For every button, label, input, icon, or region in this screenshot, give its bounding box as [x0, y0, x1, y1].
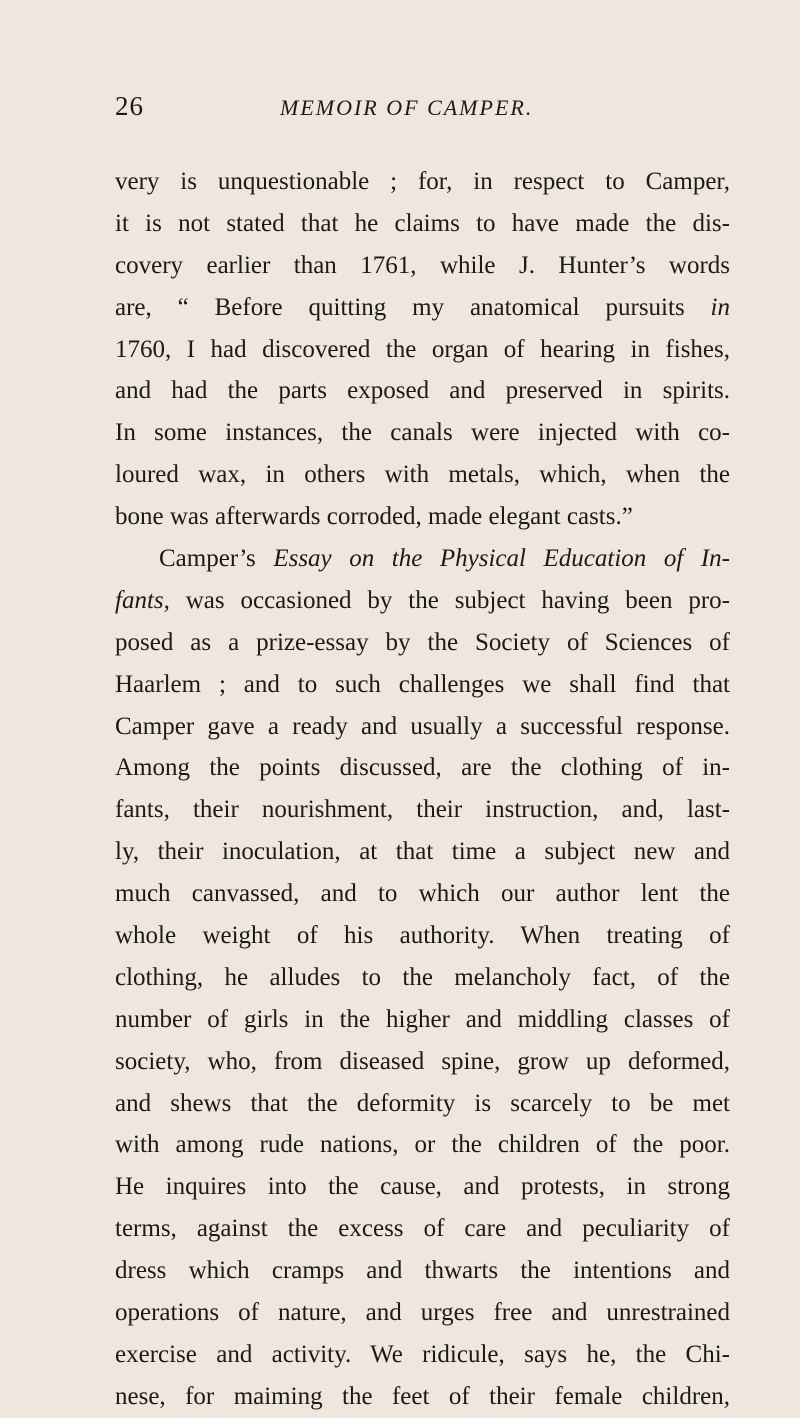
text-line: He inquires into the cause, and protests, in strong	[115, 1173, 730, 1201]
text-line: Among the points discussed, are the clothing of in-	[115, 754, 730, 782]
text-line: and had the parts exposed and preserved in spirits.	[115, 377, 730, 405]
text-line: with among rude nations, or the children of the poor.	[115, 1131, 730, 1159]
text-line: loured wax, in others with metals, which, when the	[115, 461, 730, 489]
text-line: In some instances, the canals were injected with co-	[115, 419, 730, 447]
text-line: bone was afterwards corroded, made elegant casts.”	[115, 503, 633, 531]
text-line: it is not stated that he claims to have made the dis-	[115, 209, 730, 237]
text-line: fants, their nourishment, their instruction, and, last-	[115, 796, 730, 824]
page-number: 26	[115, 91, 144, 121]
text-line: Camper gave a ready and usually a successful response.	[115, 712, 730, 740]
running-head	[115, 91, 725, 131]
text-line: terms, against the excess of care and peculiarity of	[115, 1215, 730, 1243]
text-line: exercise and activity. We ridicule, says he, the Chi-	[115, 1340, 730, 1368]
text-line: very is unquestionable ; for, in respect to Camper,	[115, 168, 730, 195]
text-line: society, who, from diseased spine, grow up deformed,	[115, 1047, 730, 1075]
italic-text: fants,	[115, 586, 170, 614]
text-line: 1760, I had discovered the organ of hearing in fishes,	[115, 335, 730, 363]
text-line	[115, 580, 730, 622]
text-line: clothing, he alludes to the melancholy fact, of the	[115, 963, 730, 991]
running-title: MEMOIR OF CAMPER.	[280, 95, 534, 120]
text-line: whole weight of his authority. When treating of	[115, 922, 730, 950]
text-span: Camper’s	[159, 545, 274, 573]
text-line: ly, their inoculation, at that time a subject new and	[115, 838, 730, 866]
body-text	[115, 161, 730, 1418]
text-line: number of girls in the higher and middling classes of	[115, 1005, 730, 1033]
text-line: and shews that the deformity is scarcely to be met	[115, 1089, 730, 1117]
text-line: covery earlier than 1761, while J. Hunter’s words	[115, 251, 730, 279]
text-line	[115, 538, 730, 580]
italic-text: Essay on the Physical Education of In-	[273, 545, 730, 573]
text-line: nese, for maiming the feet of their female children,	[115, 1382, 730, 1410]
text-line: much canvassed, and to which our author lent the	[115, 880, 730, 908]
text-line: posed as a prize-essay by the Society of Sciences of	[115, 628, 730, 656]
text-line: Haarlem ; and to such challenges we shall find that	[115, 670, 730, 698]
text-line: operations of nature, and urges free and unrestrained	[115, 1299, 730, 1327]
text-span: was occasioned by the subject having been pro-	[169, 586, 730, 614]
text-line	[115, 287, 730, 329]
italic-text: in	[710, 293, 730, 321]
text-span: are, “ Before quitting my anatomical pursuits	[115, 293, 711, 321]
text-line: dress which cramps and thwarts the intentions and	[115, 1257, 730, 1285]
